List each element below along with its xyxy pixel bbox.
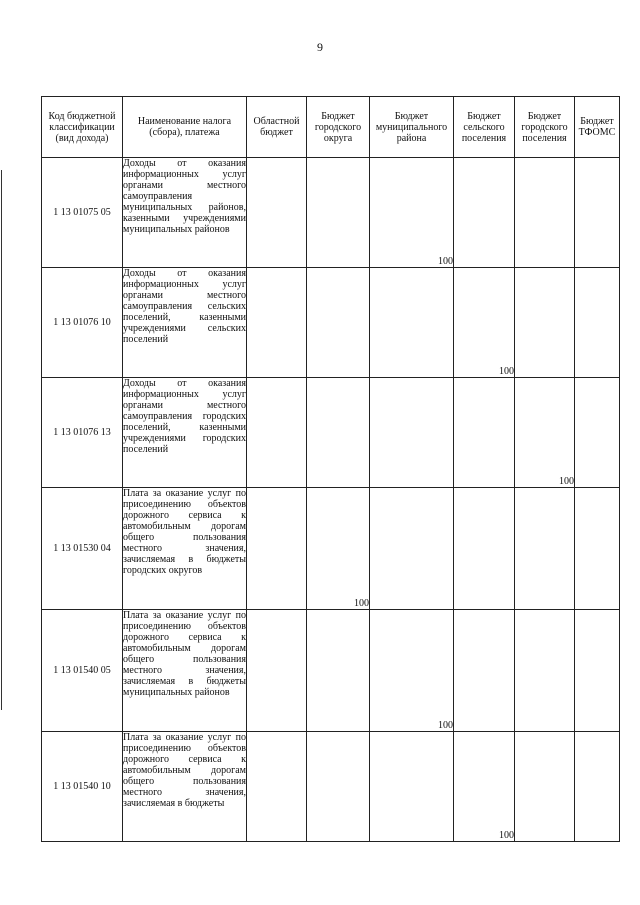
table-row — [42, 610, 620, 732]
income-code: 1 13 01540 10 — [42, 732, 123, 842]
income-name: Плата за оказание услуг по присоединению объектов дорожного сервиса к автомобильным дорогам общего пользования местного значения, зачисляемая в бюджеты городских округов — [123, 488, 247, 610]
share-municipal-district — [370, 268, 454, 378]
share-oblast — [247, 268, 307, 378]
header-code: Код бюджетной классификации (вид дохода) — [42, 97, 123, 158]
table-row — [42, 488, 620, 610]
share-city-district — [307, 158, 370, 268]
share-city-district — [307, 268, 370, 378]
income-name: Плата за оказание услуг по присоединению объектов дорожного сервиса к автомобильным дорогам общего пользования местного значения, зачисляемая в бюджеты — [123, 732, 247, 842]
share-urban-settlement — [515, 268, 575, 378]
budget-distribution-table — [41, 96, 620, 842]
header-tfoms-budget: Бюджет ТФОМС — [575, 97, 620, 158]
share-urban-settlement — [515, 158, 575, 268]
income-name: Доходы от оказания информационных услуг органами местного самоуправления городских поселений, казенными учреждениями городских поселений — [123, 378, 247, 488]
share-municipal-district: 100 — [370, 610, 454, 732]
share-urban-settlement — [515, 488, 575, 610]
share-oblast — [247, 732, 307, 842]
share-urban-settlement — [515, 732, 575, 842]
income-code: 1 13 01076 10 — [42, 268, 123, 378]
income-code: 1 13 01540 05 — [42, 610, 123, 732]
share-tfoms — [575, 610, 620, 732]
table-row — [42, 158, 620, 268]
share-tfoms — [575, 488, 620, 610]
table-header-row — [42, 97, 620, 158]
share-city-district — [307, 378, 370, 488]
page-number: 9 — [317, 40, 323, 54]
share-tfoms — [575, 268, 620, 378]
share-rural-settlement: 100 — [454, 732, 515, 842]
share-oblast — [247, 488, 307, 610]
income-name: Доходы от оказания информационных услуг органами местного самоуправления сельских поселений, казенными учреждениями сельских поселений — [123, 268, 247, 378]
share-rural-settlement — [454, 610, 515, 732]
header-oblast-budget: Областной бюджет — [247, 97, 307, 158]
share-municipal-district — [370, 732, 454, 842]
share-municipal-district — [370, 488, 454, 610]
share-tfoms — [575, 158, 620, 268]
income-name: Плата за оказание услуг по присоединению объектов дорожного сервиса к автомобильным дорогам общего пользования местного значения, зачисляемая в бюджеты муниципальных районов — [123, 610, 247, 732]
header-urban-settlement-budget: Бюджет городского поселения — [515, 97, 575, 158]
share-rural-settlement — [454, 378, 515, 488]
share-municipal-district: 100 — [370, 158, 454, 268]
share-city-district — [307, 610, 370, 732]
share-municipal-district — [370, 378, 454, 488]
share-tfoms — [575, 378, 620, 488]
income-name: Доходы от оказания информационных услуг органами местного самоуправления муниципальных районов, казенными учреждениями муниципальных районов — [123, 158, 247, 268]
share-tfoms — [575, 732, 620, 842]
header-city-district-budget: Бюджет городского округа — [307, 97, 370, 158]
income-code: 1 13 01075 05 — [42, 158, 123, 268]
share-rural-settlement — [454, 488, 515, 610]
share-city-district — [307, 732, 370, 842]
share-oblast — [247, 378, 307, 488]
share-rural-settlement — [454, 158, 515, 268]
income-code: 1 13 01530 04 — [42, 488, 123, 610]
share-urban-settlement — [515, 610, 575, 732]
share-oblast — [247, 610, 307, 732]
header-rural-settlement-budget: Бюджет сельского поселения — [454, 97, 515, 158]
share-rural-settlement: 100 — [454, 268, 515, 378]
share-urban-settlement: 100 — [515, 378, 575, 488]
header-name: Наименование налога (сбора), платежа — [123, 97, 247, 158]
header-municipal-district-budget: Бюджет муниципального района — [370, 97, 454, 158]
table-row — [42, 732, 620, 842]
share-city-district: 100 — [307, 488, 370, 610]
table-row — [42, 268, 620, 378]
scan-margin-line — [1, 170, 2, 710]
share-oblast — [247, 158, 307, 268]
income-code: 1 13 01076 13 — [42, 378, 123, 488]
table-row — [42, 378, 620, 488]
